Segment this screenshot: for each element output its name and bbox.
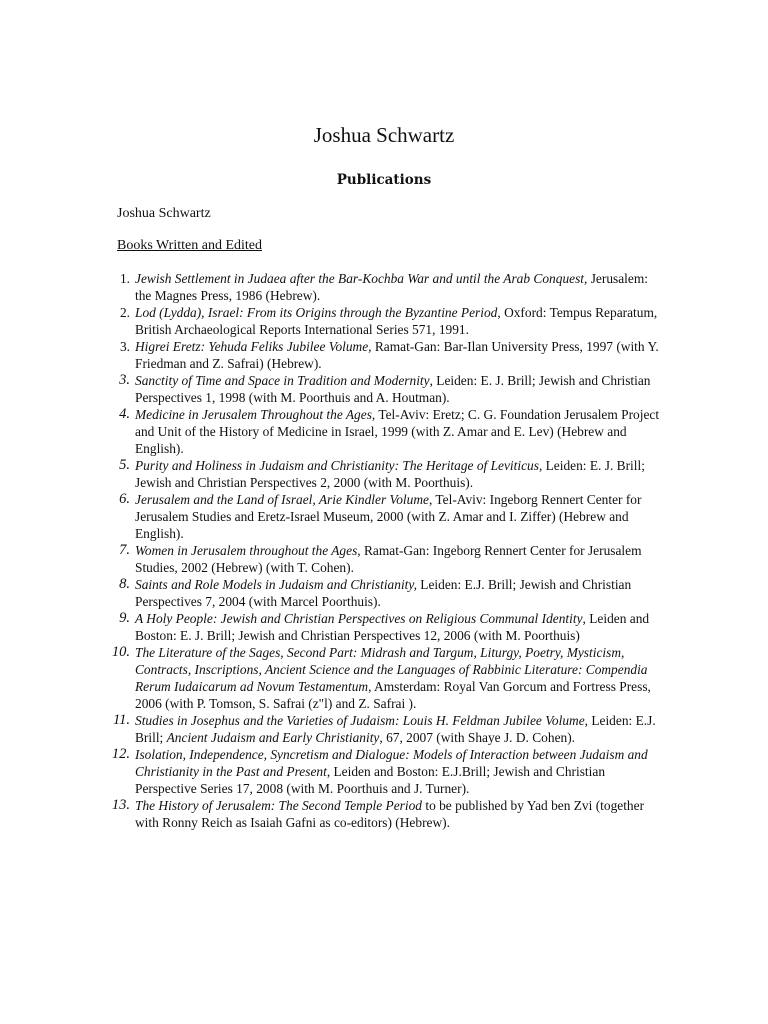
- publication-number: 9.: [119, 610, 130, 626]
- publication-details: , Ramat-Gan: Ingeborg Rennert Center for Jerusalem Studies, 2002 (Hebrew) (with T. Cohen).: [135, 543, 642, 575]
- publication-item: [100, 304, 660, 338]
- publication-number: 3.: [119, 339, 130, 354]
- publication-title: Purity and Holiness in Judaism and Christianity: The Heritage of Leviticus: [135, 458, 539, 473]
- publication-number: 7.: [119, 542, 130, 558]
- publication-details: Ramat-Gan: Bar-Ilan University Press, 1997 (with Y. Friedman and Z. Safrai) (Hebrew).: [135, 339, 659, 371]
- publication-details: , Leiden: E. J. Brill; Jewish and Christian Perspectives 1, 1998 (with M. Poorthuis and A. Houtman).: [135, 373, 651, 405]
- publication-title: A Holy People: Jewish and Christian Perspectives on Religious Communal Identity: [135, 611, 583, 626]
- publication-number: 6.: [119, 491, 130, 507]
- publication-title: Jewish Settlement in Judaea after the Bar-Kochba War and until the Arab Conquest: [135, 271, 585, 286]
- publication-title: Studies in Josephus and the Varieties of Judaism: Louis H. Feldman Jubilee Volume: [135, 713, 585, 728]
- publication-details: , Leiden and Boston: E.J.Brill; Jewish and Christian Perspective Series 17, 2008 (with M. Poorthuis and J. Turner).: [135, 764, 606, 796]
- publication-number: 3.: [119, 372, 130, 388]
- publication-item: [100, 576, 660, 610]
- publication-item: [100, 746, 660, 797]
- author-name: Joshua Schwartz: [117, 206, 211, 221]
- publication-item: [100, 797, 660, 831]
- publication-title: Women in Jerusalem throughout the Ages: [135, 543, 358, 558]
- publication-item: [100, 491, 660, 542]
- section-heading: Publications: [336, 172, 432, 188]
- publication-title: Higrei Eretz: Yehuda Feliks Jubilee Volume,: [135, 339, 372, 354]
- publication-number: 13.: [111, 797, 130, 813]
- publication-details: , Tel-Aviv: Ingeborg Rennert Center for Jerusalem Studies and Eretz-Israel Museum, 2000 (with Z. Amar and I. Ziffer) (Hebrew and English).: [135, 492, 642, 541]
- publication-details: , Leiden: E.J. Brill;: [135, 713, 656, 745]
- publication-item: [100, 644, 660, 712]
- publication-details: , Oxford: Tempus Reparatum, British Archaeological Reports International Series 571, 1991.: [135, 305, 658, 337]
- publication-title: Sanctity of Time and Space in Tradition and Modernity: [135, 373, 430, 388]
- publication-number: 8.: [119, 576, 130, 592]
- publication-title: Isolation, Independence, Syncretism and Dialogue: Models of Interaction between Judaism and Christianity in the Past and Present: [135, 747, 648, 779]
- publication-title: Saints and Role Models in Judaism and Christianity,: [135, 577, 417, 592]
- publication-title: The Literature of the Sages, Second Part: Midrash and Targum, Liturgy, Poetry, Mysticism, Contracts, Inscriptions, Ancient Science and the Languages of Rabbinic Literature: Compendia Rerum Iudaicarum ad Novum Testamentum: [135, 645, 648, 694]
- publication-series-title: Ancient Judaism and Early Christianity: [166, 730, 380, 745]
- publication-details: , Leiden and Boston: E. J. Brill; Jewish and Christian Perspectives 12, 2006 (with M. Poorthuis): [135, 611, 650, 643]
- document-title: Joshua Schwartz: [313, 123, 455, 147]
- publication-title: Lod (Lydda), Israel: From its Origins through the Byzantine Period: [135, 305, 498, 320]
- publication-number: 4.: [119, 406, 130, 422]
- publication-item: [100, 457, 660, 491]
- publication-number: 1.: [119, 271, 130, 286]
- subsection-heading: Books Written and Edited: [117, 238, 262, 253]
- publication-details: , Tel-Aviv: Eretz; C. G. Foundation Jerusalem Project and Unit of the History of Medicine in Israel, 1999 (with Z. Amar and E. Lev) (Hebrew and English).: [135, 407, 660, 456]
- publication-item: [100, 372, 660, 406]
- publication-details: , Jerusalem: the Magnes Press, 1986 (Hebrew).: [135, 271, 648, 303]
- publication-number: 2.: [119, 305, 130, 320]
- publication-details: to be published by Yad ben Zvi (together with Ronny Reich as Isaiah Gafni as co-editors) (Hebrew).: [135, 798, 645, 830]
- publication-number: 5.: [119, 457, 130, 473]
- publication-item: [100, 270, 660, 304]
- publication-series-details: , 67, 2007 (with Shaye J. D. Cohen).: [379, 730, 576, 745]
- publication-title: Medicine in Jerusalem Throughout the Ages: [135, 407, 372, 422]
- publication-list: [100, 270, 660, 831]
- publication-details: , Leiden: E. J. Brill; Jewish and Christian Perspectives 2, 2000 (with M. Poorthuis).: [135, 458, 645, 490]
- publication-title: Jerusalem and the Land of Israel, Arie Kindler Volume: [135, 492, 429, 507]
- publication-details: , Amsterdam: Royal Van Gorcum and Fortress Press, 2006 (with P. Tomson, S. Safrai (z"l) and Z. Safrai ).: [135, 679, 651, 711]
- publication-item: [100, 338, 660, 372]
- publication-item: [100, 542, 660, 576]
- publication-title: The History of Jerusalem: The Second Temple Period: [135, 798, 422, 813]
- publication-details: Leiden: E.J. Brill; Jewish and Christian Perspectives 7, 2004 (with Marcel Poorthuis).: [135, 577, 632, 609]
- publication-number: 10.: [111, 644, 130, 660]
- publication-number: 11.: [112, 712, 130, 728]
- publication-item: [100, 406, 660, 457]
- publication-item: [100, 712, 660, 746]
- publication-number: 12.: [111, 746, 130, 762]
- publication-item: [100, 610, 660, 644]
